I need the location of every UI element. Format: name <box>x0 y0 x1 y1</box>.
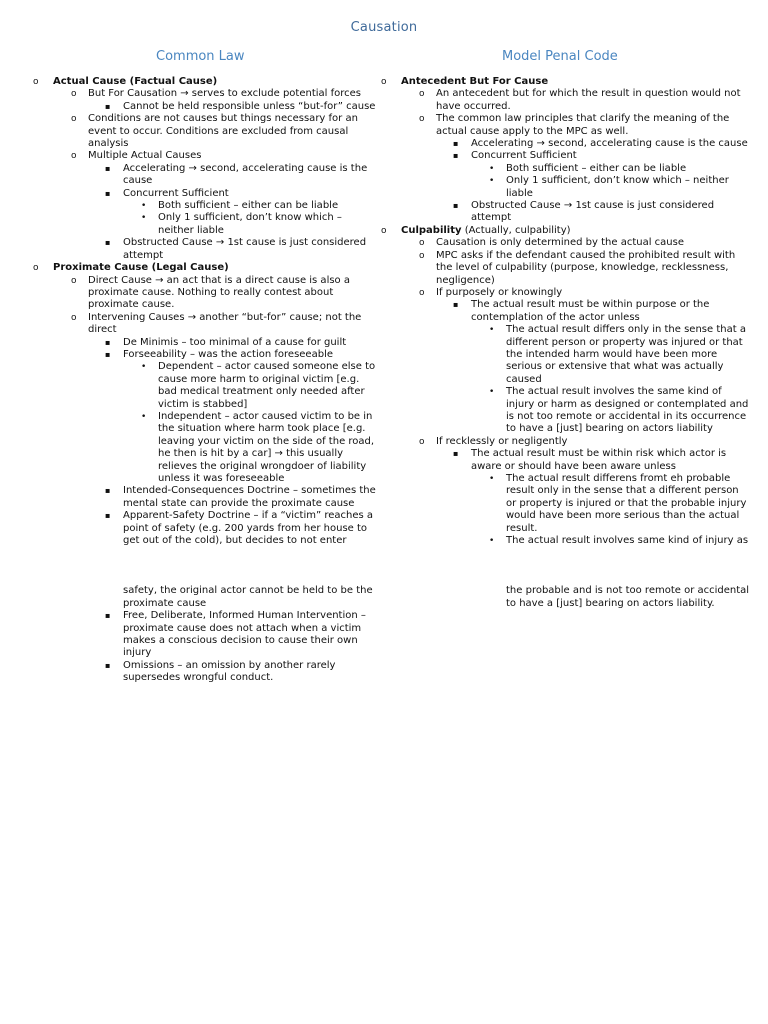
bullet-icon: o <box>71 89 77 100</box>
left-outline-item <box>33 660 378 685</box>
right-outline-item <box>381 287 751 299</box>
outline-text: The actual result differs only in the sense that a different person or property was injured or that the intended harm would have been more serious or extensive that what was actually caused <box>506 324 746 385</box>
bullet-icon: o <box>71 151 77 162</box>
right-outline-item <box>381 448 751 473</box>
right-outline-item <box>381 250 751 287</box>
left-outline-item <box>33 411 378 485</box>
outline-text: De Minimis – too minimal of a cause for guilt <box>123 336 347 348</box>
outline-heading: Culpability <box>401 224 462 236</box>
right-outline-item <box>381 76 751 88</box>
left-outline-item <box>33 337 378 349</box>
outline-text: Accelerating → second, accelerating cause is the cause <box>471 138 748 150</box>
left-outline-item <box>33 212 378 237</box>
outline-text: Accelerating → second, accelerating cause is the cause <box>123 162 368 187</box>
left-outline-item <box>33 76 378 88</box>
bullet-icon: • <box>489 325 495 336</box>
bullet-icon: • <box>489 536 495 547</box>
page-gap <box>33 547 378 585</box>
outline-text: Omissions – an omission by another rarely supersedes wrongful conduct. <box>123 659 336 684</box>
outline-text: MPC asks if the defendant caused the prohibited result with the level of culpability (purpose, knowledge, recklessness, negligence) <box>436 249 736 286</box>
bullet-icon: ▪ <box>105 486 111 496</box>
outline-text: Direct Cause → an act that is a direct cause is also a proximate cause. Nothing to really contest about proximate cause. <box>88 274 350 311</box>
page-gap <box>381 547 751 585</box>
common-law-heading: Common Law <box>156 49 245 64</box>
outline-heading: Actual Cause (Factual Cause) <box>53 76 218 87</box>
outline-text: The actual result must be within purpose or the contemplation of the actor unless <box>471 299 710 323</box>
outline-text: (Actually, culpability) <box>461 224 571 236</box>
outline-text: Free, Deliberate, Informed Human Intervention – proximate cause does not attach when a victim makes a conscious decision to cause their own injury <box>123 610 366 659</box>
left-outline-item <box>33 610 378 660</box>
outline-text: The actual result differens fromt eh probable result only in the sense that a different person or property is injured or that the probable injury would have been more serious than the actual result. <box>506 473 747 534</box>
right-outline-item <box>381 299 751 324</box>
bullet-icon: • <box>489 474 495 484</box>
bullet-icon: o <box>33 263 39 274</box>
left-outline-item <box>33 585 378 610</box>
outline-text: But For Causation → serves to exclude potential forces <box>88 88 361 100</box>
right-outline-item <box>381 535 751 547</box>
outline-text: Obstructed Cause → 1st cause is just considered attempt <box>471 200 715 224</box>
page-title: Causation <box>350 20 418 35</box>
outline-text: The actual result involves the same kind of injury or harm as designed or contemplated and is not too remote or accidental in its occurrence to have a [just] bearing on actors liability <box>506 386 749 435</box>
left-outline-item <box>33 361 378 411</box>
bullet-icon: o <box>419 89 425 100</box>
mpc-outline <box>381 76 751 610</box>
bullet-icon: • <box>141 201 147 212</box>
left-outline-item <box>33 312 378 337</box>
bullet-icon: ▪ <box>105 188 111 198</box>
left-outline-item <box>33 262 378 274</box>
outline-text: the probable and is not too remote or accidental to have a [just] bearing on actors liability. <box>506 585 750 609</box>
outline-heading: Antecedent But For Cause <box>401 76 549 87</box>
right-outline-item <box>381 175 751 200</box>
bullet-icon: ▪ <box>105 511 111 521</box>
right-outline-item <box>381 138 751 150</box>
bullet-icon: o <box>71 275 77 286</box>
bullet-icon: ▪ <box>105 238 111 248</box>
mpc-heading: Model Penal Code <box>502 49 618 64</box>
bullet-icon: o <box>419 287 425 298</box>
bullet-icon: o <box>381 225 387 236</box>
bullet-icon: o <box>71 312 77 323</box>
bullet-icon: o <box>419 436 425 447</box>
bullet-icon: ▪ <box>453 300 459 310</box>
outline-text: Cannot be held responsible unless “but-for” cause <box>123 100 376 112</box>
left-outline-item <box>33 163 378 188</box>
outline-text: Independent – actor caused victim to be in the situation where harm took place [e.g. leaving your victim on the side of the road, he then is hit by a car] → this usually relieves the original wrongdoer of liability unless it was foreseeable <box>158 410 375 484</box>
outline-text: The actual result involves same kind of injury as <box>506 535 749 547</box>
outline-text: Conditions are not causes but things necessary for an event to occur. Conditions are excluded from causal analysis <box>88 113 358 150</box>
common-law-outline <box>33 76 378 685</box>
left-outline-item <box>33 88 378 100</box>
outline-text: The common law principles that clarify the meaning of the actual cause apply to the MPC as well. <box>436 113 730 137</box>
bullet-icon: • <box>489 163 495 174</box>
outline-text: safety, the original actor cannot be held to be the proximate cause <box>123 585 373 609</box>
bullet-icon: o <box>71 114 77 125</box>
left-outline-item <box>33 237 378 262</box>
left-outline-item <box>33 485 378 510</box>
bullet-icon: ▪ <box>105 163 111 173</box>
mpc-column <box>381 76 751 610</box>
right-outline-item <box>381 113 751 138</box>
outline-heading: Proximate Cause (Legal Cause) <box>53 262 229 274</box>
outline-text: Concurrent Sufficient <box>471 150 577 162</box>
bullet-icon: ▪ <box>453 151 459 161</box>
outline-text: The actual result must be within risk which actor is aware or should have been aware unless <box>471 448 727 472</box>
bullet-icon: • <box>489 387 495 398</box>
bullet-icon: ▪ <box>453 449 459 459</box>
bullet-icon: o <box>419 114 425 125</box>
outline-text: Concurrent Sufficient <box>123 187 229 199</box>
bullet-icon: • <box>141 213 147 224</box>
bullet-icon: ▪ <box>105 101 111 111</box>
right-outline-item <box>381 150 751 162</box>
right-outline-item <box>381 436 751 448</box>
left-outline-item <box>33 349 378 361</box>
left-outline-item <box>33 200 378 212</box>
bullet-icon: ▪ <box>453 139 459 149</box>
bullet-icon: o <box>381 77 387 87</box>
outline-text: Causation is only determined by the actual cause <box>436 237 684 249</box>
left-outline-item <box>33 275 378 312</box>
right-outline-item <box>381 163 751 175</box>
bullet-icon: ▪ <box>105 349 111 359</box>
bullet-icon: • <box>489 176 495 187</box>
bullet-icon: • <box>141 362 147 373</box>
bullet-icon: ▪ <box>105 337 111 347</box>
outline-text: If recklessly or negligently <box>436 435 568 447</box>
left-outline-item <box>33 150 378 162</box>
left-outline-item <box>33 113 378 150</box>
right-outline-item <box>381 386 751 436</box>
left-outline-item <box>33 188 378 200</box>
bullet-icon: o <box>33 77 39 87</box>
bullet-icon: o <box>419 238 425 249</box>
outline-text: Intervening Causes → another “but-for” cause; not the direct <box>88 311 362 336</box>
right-outline-item <box>381 237 751 249</box>
right-outline-item <box>381 200 751 225</box>
outline-text: Multiple Actual Causes <box>88 150 202 162</box>
bullet-icon: ▪ <box>453 201 459 211</box>
outline-text: An antecedent but for which the result in question would not have occurred. <box>436 88 741 112</box>
right-outline-item <box>381 225 751 237</box>
right-outline-item <box>381 324 751 386</box>
outline-text: Only 1 sufficient, don’t know which – neither liable <box>158 212 342 236</box>
left-outline-item <box>33 510 378 547</box>
bullet-icon: ▪ <box>105 660 111 670</box>
right-outline-item <box>381 585 751 610</box>
outline-text: Both sufficient – either can be liable <box>158 200 339 212</box>
outline-text: Apparent-Safety Doctrine – if a “victim” reaches a point of safety (e.g. 200 yards from her house to get out of the cold), but decides to not enter <box>123 510 373 547</box>
common-law-column <box>33 76 378 685</box>
left-outline-item <box>33 101 378 113</box>
outline-text: Obstructed Cause → 1st cause is just considered attempt <box>123 237 367 261</box>
bullet-icon: o <box>419 250 425 261</box>
outline-text: Only 1 sufficient, don’t know which – neither liable <box>506 175 729 199</box>
outline-text: Forseeability – was the action foreseeable <box>123 348 333 360</box>
outline-text: Both sufficient – either can be liable <box>506 162 687 174</box>
right-outline-item <box>381 88 751 113</box>
bullet-icon: • <box>141 411 147 422</box>
right-outline-item <box>381 473 751 535</box>
bullet-icon: ▪ <box>105 611 111 621</box>
outline-text: Intended-Consequences Doctrine – sometimes the mental state can provide the proximate cause <box>123 485 376 509</box>
outline-text: If purposely or knowingly <box>436 286 563 298</box>
outline-text: Dependent – actor caused someone else to cause more harm to original victim [e.g. bad medical treatment only needed after victim is stabbed] <box>158 361 376 410</box>
